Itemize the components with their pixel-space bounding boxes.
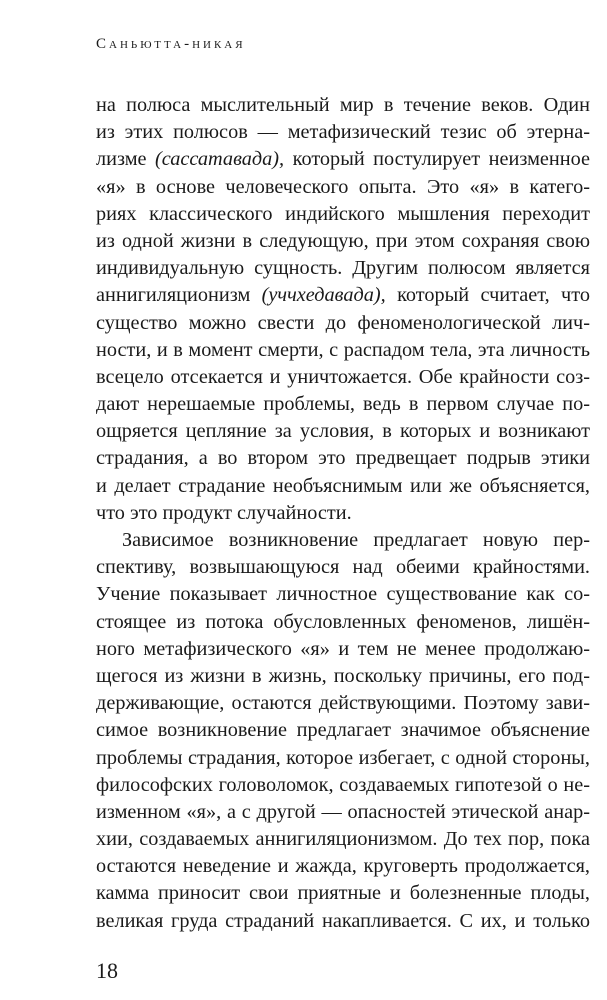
- text-line: дают нерешаемые проблемы, ведь в первом случае по-: [96, 393, 590, 416]
- text-line: держивающие, остаются действующими. Поэтому зави-: [96, 692, 590, 715]
- text-segment: лизме: [96, 148, 156, 171]
- text-line: остаются неведение и жажда, круговерть продолжается,: [96, 855, 590, 878]
- text-line: страдания, а во втором это предвещает подрыв этики: [96, 447, 590, 470]
- text-line: великая груда страданий накапливается. С их, и только: [96, 909, 590, 932]
- running-header: Саньютта-никая: [96, 36, 246, 52]
- text-line: всецело отсекается и уничтожается. Обе крайности соз-: [96, 365, 590, 388]
- text-line: философских головоломок, создаваемых гипотезой о не-: [96, 773, 590, 796]
- text-line: на полюса мыслительный мир в течение веков. Один: [96, 94, 590, 116]
- text-line: [96, 282, 590, 309]
- text-line: существо можно свести до феноменологической лич-: [96, 311, 590, 334]
- text-line: щегося из жизни в жизнь, поскольку причины, его под-: [96, 664, 590, 687]
- text-line: что это продукт случайности.: [96, 501, 352, 524]
- text-line: [96, 146, 590, 173]
- italic-term: (сассатавада),: [155, 148, 285, 171]
- italic-term: (уччхедавада),: [261, 284, 386, 307]
- text-line: «я» в основе человеческого опыта. Это «я» в катего-: [96, 175, 590, 198]
- text-line: проблемы страдания, которое избегает, с одной стороны,: [96, 746, 590, 769]
- text-segment: который считает, что: [385, 284, 590, 307]
- text-line: изменном «я», а с другой — опасностей этической анар-: [96, 800, 590, 823]
- text-line: Учение показывает личностное существование как со-: [96, 583, 590, 606]
- paragraph: [96, 527, 590, 935]
- text-line: и делает страдание необъяснимым или же объясняется,: [96, 474, 590, 497]
- text-line: индивидуальную сущность. Другим полюсом является: [96, 257, 590, 280]
- text-segment: который постулирует неизменное: [284, 148, 590, 171]
- text-line: из этих полюсов — метафизический тезис об этерна-: [96, 121, 590, 144]
- text-line: ности, и в момент смерти, с распадом тела, эта личность: [96, 338, 590, 361]
- page-number: 18: [96, 958, 118, 983]
- text-segment: аннигиляционизм: [96, 284, 262, 307]
- text-line: из одной жизни в следующую, при этом сохраняя свою: [96, 229, 590, 252]
- text-line: симое возникновение предлагает значимое объяснение: [96, 719, 590, 742]
- text-line: хии, создаваемых аннигиляционизмом. До тех пор, пока: [96, 828, 590, 851]
- text-line: стоящее из потока обусловленных феноменов, лишён-: [96, 610, 590, 633]
- text-line: риях классического индийского мышления переходит: [96, 202, 590, 225]
- text-line: ощряется цепляние за условия, в которых и возникают: [96, 420, 590, 443]
- paragraph: [96, 92, 590, 527]
- text-line: ного метафизического «я» и тем не менее продолжаю-: [96, 637, 590, 660]
- text-line: камма приносит свои приятные и болезненные плоды,: [96, 882, 590, 905]
- text-line: Зависимое возникновение предлагает новую пер-: [122, 529, 590, 551]
- body-text: [96, 92, 590, 935]
- text-line: спективу, возвышающуюся над обеими крайностями.: [96, 556, 590, 579]
